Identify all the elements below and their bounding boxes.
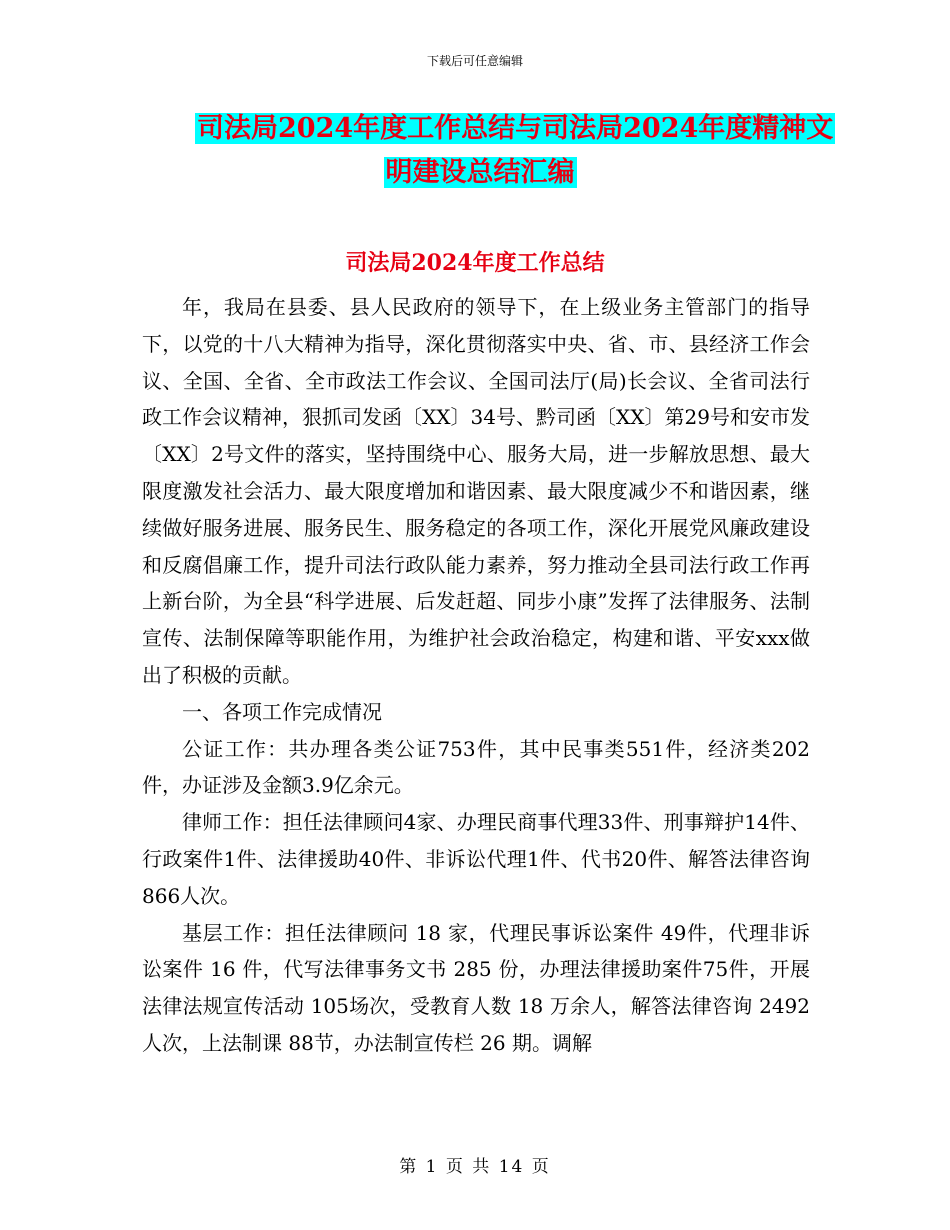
body-text	[142, 289, 810, 1062]
page-number: 第 1 页 共 14 页	[399, 1157, 551, 1177]
document-title	[140, 108, 834, 196]
page-header: 下载后可任意编辑	[426, 54, 523, 68]
paragraph-grassroots: 基层工作：担任法律顾问 18 家，代理民事诉讼案件 49件，代理非诉讼案件 16 件，代写法律事务文书 285 份，办理法律援助案件75件，开展法律法规宣传活动 105场次，受教育人数 18 万余人，解答法律咨询 2492 人次，上法制课 88节，办法制宣传栏 26 期。调解	[142, 920, 810, 1055]
title-line-1: 司法局2024年度工作总结与司法局2024年度精神文	[197, 113, 834, 144]
paragraph-lawyer: 律师工作：担任法律顾问4家、办理民商事代理33件、刑事辩护14件、行政案件1件、法律援助40件、非诉讼代理1件、代书20件、解答法律咨询866人次。	[142, 810, 810, 908]
paragraph-notary: 公证工作：共办理各类公证753件，其中民事类551件，经济类202件，办证涉及金额3.9亿余元。	[142, 736, 810, 798]
paragraph-heading: 一、各项工作完成情况	[182, 699, 382, 724]
title-line-2: 明建设总结汇编	[385, 157, 575, 188]
section-title: 司法局2024年度工作总结	[345, 250, 605, 276]
paragraph-intro: 年，我局在县委、县人民政府的领导下，在上级业务主管部门的指导下，以党的十八大精神为指导，深化贯彻落实中央、省、市、县经济工作会议、全国、全省、全市政法工作会议、全国司法厅(局)长会议、全省司法行政工作会议精神，狠抓司发函〔XX〕34号、黔司函〔XX〕第29号和安市发〔XX〕2号文件的落实，坚持围绕中心、服务大局，进一步解放思想、最大限度激发社会活力、最大限度增加和谐因素、最大限度减少不和谐因素，继续做好服务进展、服务民生、服务稳定的各项工作，深化开展党风廉政建设和反腐倡廉工作，提升司法行政队能力素养，努力推动全县司法行政工作再上新台阶，为全县“科学进展、后发赶超、同步小康”发挥了法律服务、法制宣传、法制保障等职能作用，为维护社会政治稳定，构建和谐、平安xxx做出了积极的贡献。	[142, 295, 810, 687]
